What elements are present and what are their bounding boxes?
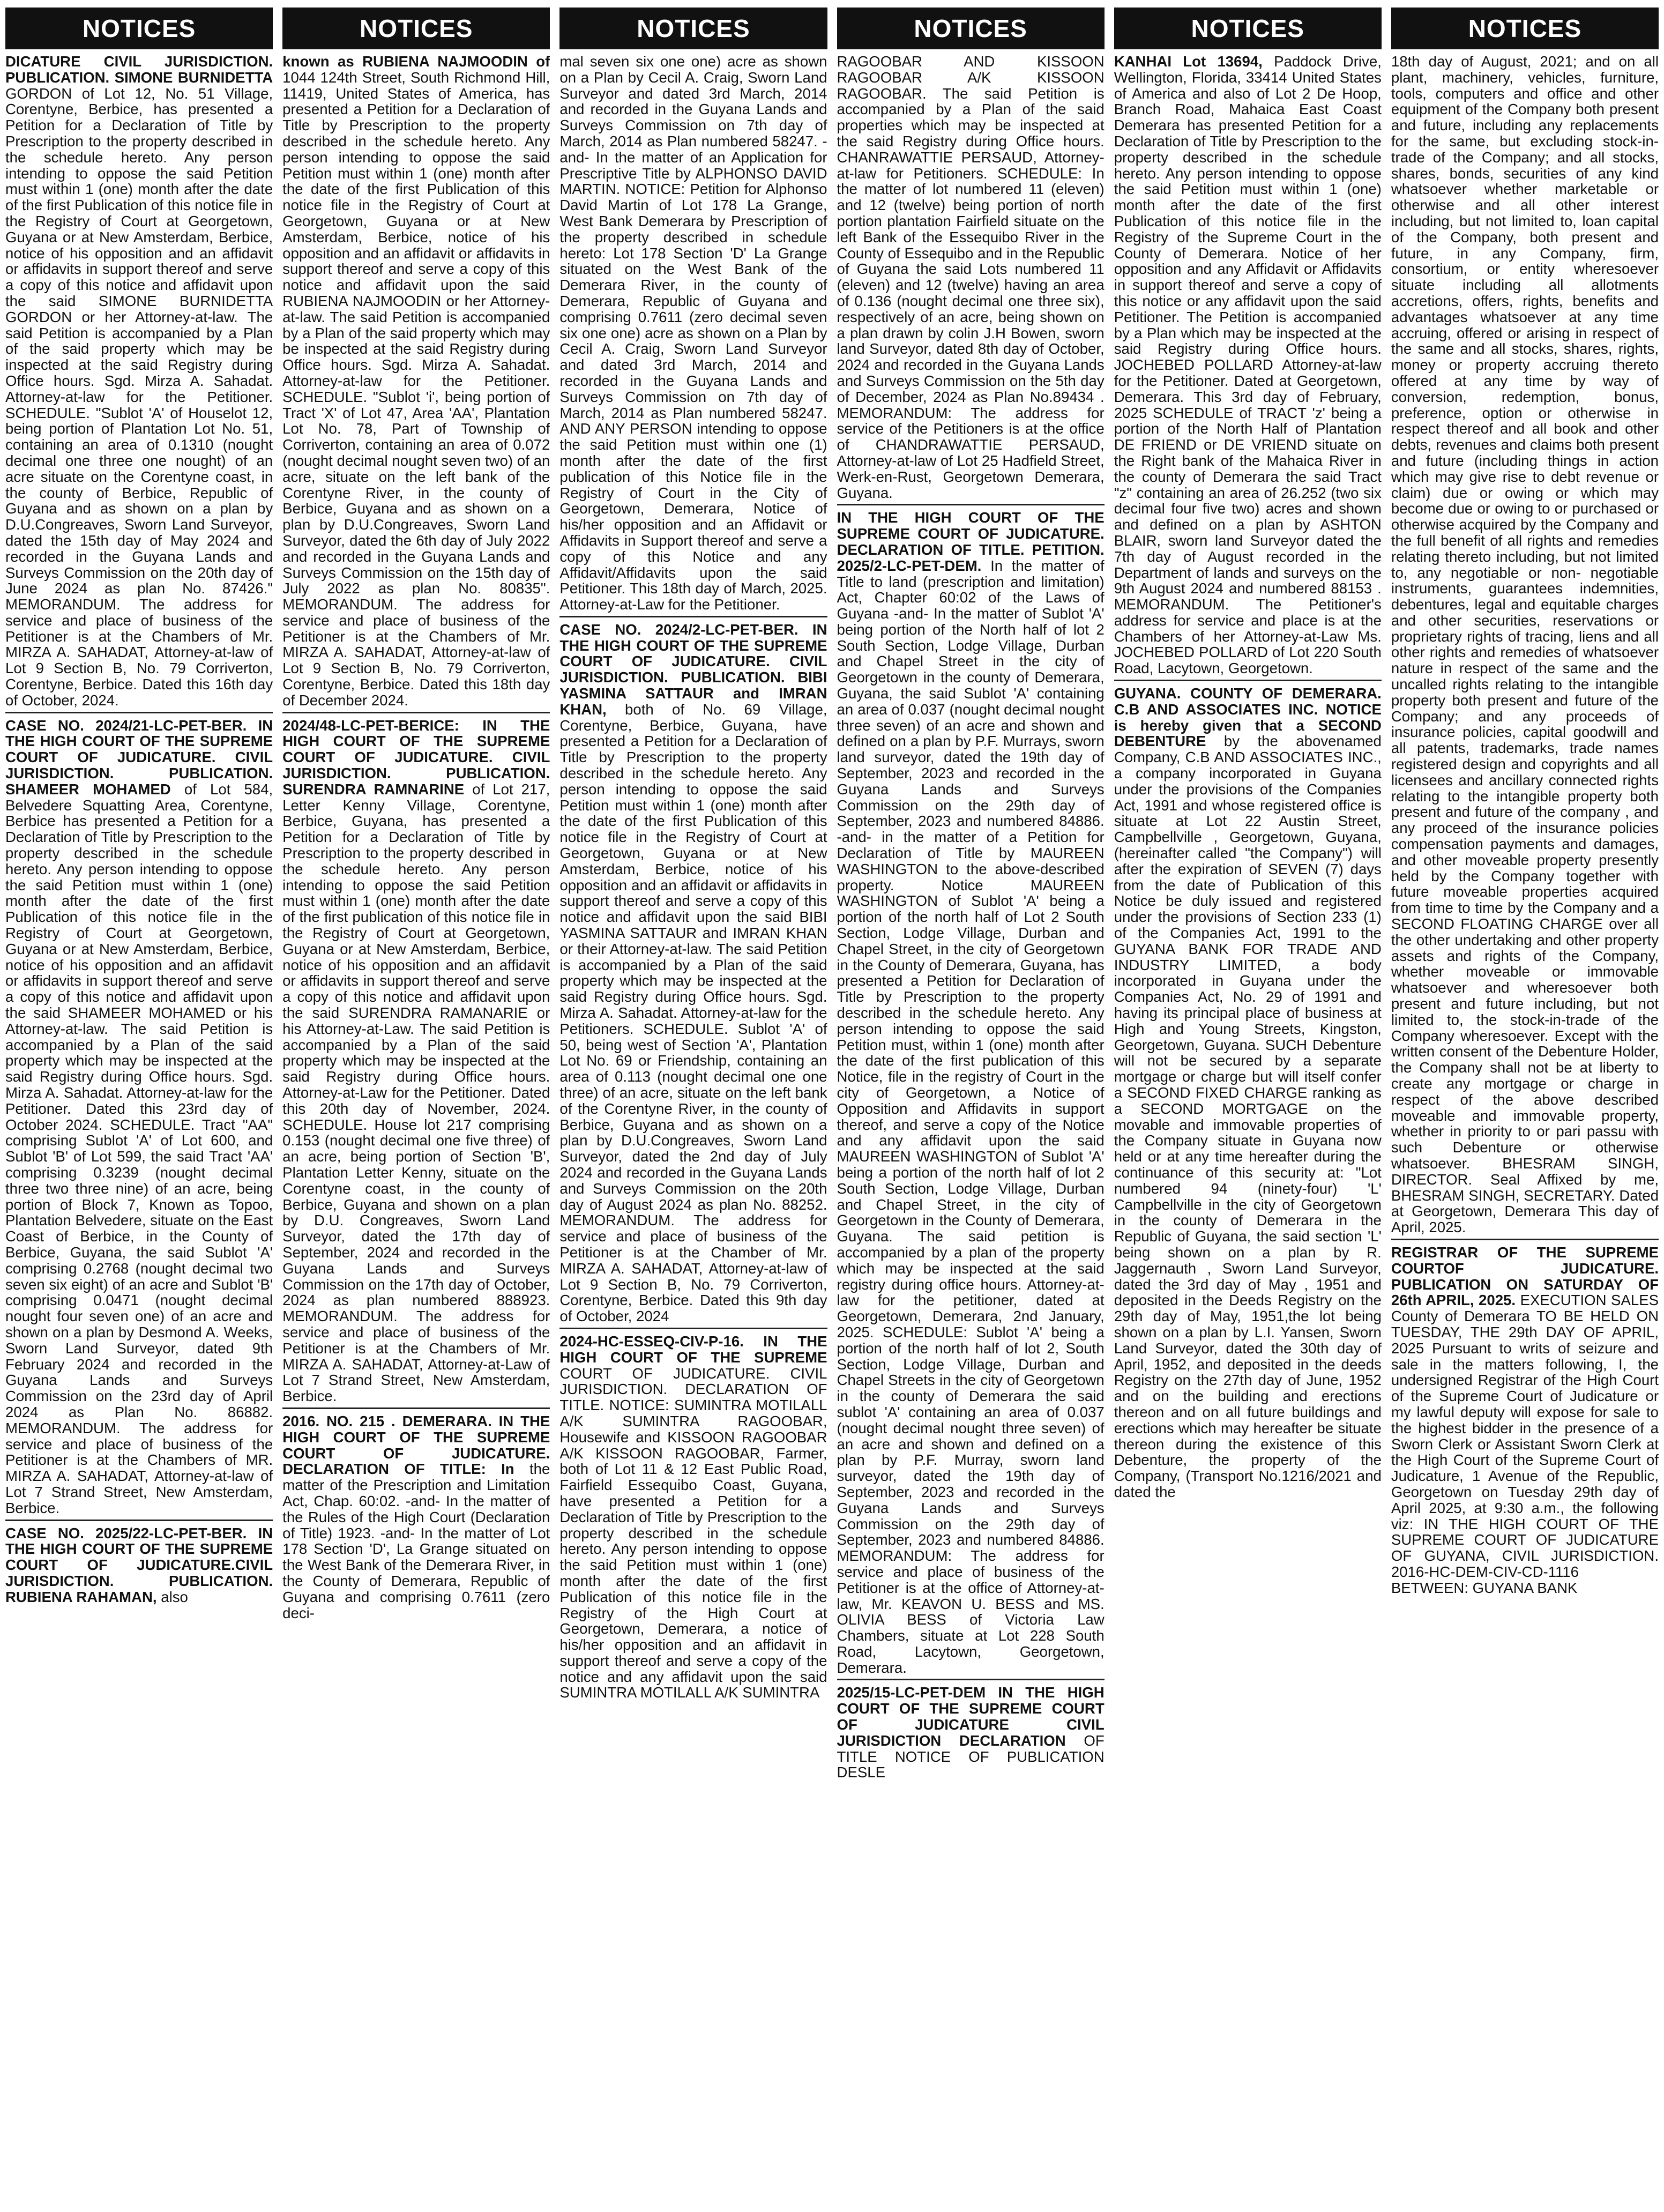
notices-column <box>1114 8 1382 2212</box>
notice-item <box>837 510 1105 1680</box>
notice-title: DICATURE CIVIL JURISDICTION. PUBLICATION. SIMONE BURNIDETTA <box>5 54 273 86</box>
notice-item <box>1391 1245 1659 1599</box>
notice-body: both of No. 69 Village, Corentyne, Berbice, Guyana, have presented a Petition for a Declaration of Title by Prescription to the property described in the schedule hereto. Any person intending to oppose the said Petition must within 1 (one) month after the date of the first Publication of this notice file in the Registry of Court at Georgetown, Guyana or at New Amsterdam, Berbice, notice of his opposition and an affidavit or affidavits in support thereof and serve a copy of this notice and affidavit upon the said BIBI YASMINA SATTAUR and IMRAN KHAN or their Attorney-at-law. The said Petition is accompanied by a Plan of the said property which may be inspected at the said Registry during Office hours. Sgd. Mirza A. Sahadat. Attorney-at-law for the Petitioners. SCHEDULE. Sublot 'A' of 50, being west of Section 'A', Plantation Lot No. 69 or Friendship, containing an area of 0.113 (nought decimal one one three) of an acre, situate on the left bank of the Corentyne River, in the county of Berbice, Guyana and as shown on a plan by D.U.Congreaves, Sworn Land Surveyor, dated the 2nd day of July 2024 and recorded in the Guyana Lands and Surveys Commission on the 20th day of August 2024 as plan No. 88252. MEMORANDUM. The address for service and place of business of the Petitioner is at the Chamber of Mr. MIRZA A. SAHADAT, Attorney-at-law of Lot 9 Section B, No. 79 Corriverton, Corentyne, Berbice. Dated this 9th day of October, 2024 <box>559 701 827 1325</box>
notice-body: EXECUTION SALES County of Demerara TO BE HELD ON TUESDAY, THE 29th DAY OF APRIL, 2025 Pursuant to writs of seizure and sale in the matters following, I, the undersigned Registrar of the High Court of the Supreme Court of Judicature or my lawful deputy will expose for sale to the highest bidder in the presence of a Sworn Clerk or Assistant Sworn Clerk at the High Court of the Supreme Court of Judicature, 1 Avenue of the Republic, Georgetown on Tuesday 29th day of April 2025, at 9:30 a.m., the following viz: IN THE HIGH COURT OF THE SUPREME COURT OF JUDICATURE OF GUYANA, CIVIL JURISDICTION. 2016-HC-DEM-CIV-CD-1116 BETWEEN: GUYANA BANK <box>1391 1292 1659 1596</box>
notice-body: mal seven six one one) acre as shown on a Plan by Cecil A. Craig, Sworn Land Surveyor and dated 3rd March, 2014 and recorded in the Guyana Lands and Surveys Commission on 7th day of March, 2014 as Plan numbered 58247. -and- In the matter of an Application for Prescriptive Title by ALPHONSO DAVID MARTIN. NOTICE: Petition for Alphonso David Martin of Lot 178 La Grange, West Bank Demerara by Prescription of the property described in schedule hereto: Lot 178 Section 'D' La Grange situated on the West Bank of the Demerara River, in the county of Demerara, Republic of Guyana and comprising 0.7611 (zero decimal seven six one one) acre as shown on a Plan by Cecil A. Craig, Sworn Land Surveyor and dated 3rd March, 2014 and recorded in the Guyana Lands and Surveys Commission on 7th day of March, 2014 as Plan numbered 58247. AND ANY PERSON intending to oppose the said Petition must within one (1) month after the date of the first publication of this Notice file in the Registry of Court in the City of Georgetown, Demerara, Notice of his/her opposition and an Affidavit or Affidavits in Support thereof and serve a copy of this Notice and any Affidavit/Affidavits upon the said Petitioner. This 18th day of March, 2025. Attorney-at-Law for the Petitioner. <box>559 54 827 613</box>
notices-column <box>1391 8 1659 2212</box>
notice-item <box>5 54 273 713</box>
notice-title: REGISTRAR OF THE SUPREME COURTOF JUDICATURE. PUBLICATION ON SATURDAY OF 26th APRIL, 2025. <box>1391 1243 1659 1309</box>
column-header: NOTICES <box>5 8 273 49</box>
notice-title: 2024/48-LC-PET-BERICE: IN THE HIGH COURT OF THE SUPREME COURT OF JUDICATURE. CIVIL JURISDICTION. PUBLICATION. SURENDRA RAMNARINE <box>282 717 550 798</box>
notice-item <box>559 1334 827 1704</box>
column-header: NOTICES <box>282 8 550 49</box>
notice-body: the matter of the Prescription and Limitation Act, Chap. 60:02. -and- In the matter of the Rules of the High Court (Declaration of Title) 1923. -and- In the matter of Lot 178 Section 'D', La Grange situated on the West Bank of the Demerara River, in the County of Demerara, Republic of Guyana and comprising 0.7611 (zero deci- <box>282 1461 550 1621</box>
notice-title: 2024-HC-ESSEQ-CIV-P-16. IN THE HIGH COURT OF THE SUPREME <box>559 1332 827 1366</box>
notice-item <box>559 54 827 617</box>
notice-item <box>1391 54 1659 1240</box>
notices-column <box>5 8 273 2212</box>
column-body <box>837 54 1105 2212</box>
notices-column <box>282 8 550 2212</box>
notice-item <box>1114 54 1382 681</box>
column-body <box>1391 54 1659 2212</box>
column-header: NOTICES <box>837 8 1105 49</box>
notice-item <box>837 54 1105 505</box>
notice-title: known as RUBIENA NAJMOODIN of <box>282 54 550 70</box>
notice-item <box>282 1413 550 1624</box>
notice-item <box>559 622 827 1329</box>
notice-body: RAGOOBAR AND KISSOON RAGOOBAR A/K KISSOON RAGOOBAR. The said Petition is accompanied by a Plan of the said properties which may be inspected at the said Registry during Office hours. CHANRAWATTIE PERSAUD, Attorney-at-law for Petitioners. SCHEDULE: In the matter of lot numbered 11 (eleven) and 12 (twelve) being portion of north portion plantation Fairfield situate on the left Bank of the Essequibo River in the County of Essequibo and in the Republic of Guyana the said Lots numbered 11 (eleven) and 12 (twelve) having an area of 0.136 (nought decimal one three six), respectively of an acre, being shown on a plan drawn by colin J.H Bowen, sworn land Surveyor, dated 8th day of October, 2024 and recorded in the Guyana Lands and Surveys Commission on the 5th day of December, 2024 as Plan No.89434 . MEMORANDUM: The address for service of the Petitioners is at the office of CHANDRAWATTIE PERSAUD, Attorney-at-law of Lot 25 Hadfield Street, Werk-en-Rust, Georgetown Demerara, Guyana. <box>837 54 1105 501</box>
notice-body: of Lot 217, Letter Kenny Village, Corentyne, Berbice, Guyana, has presented a Petition for a Declaration of Title by Prescription to the property described in the schedule hereto. Any person intending to oppose the said Petition must within 1 (one) month after the date of the first publication of this notice file in the Registry of Court at Georgetown, Guyana or at New Amsterdam, Berbice, notice of his opposition and an affidavit or affidavits in support thereof and serve a copy of this notice and affidavit upon the said SURENDRA RAMANARIE or his Attorney-at-Law. The said Petition is accompanied by a Plan of the said property which may be inspected at the said Registry during Office hours. Attorney-at-Law for the Petitioner. Dated this 20th day of November, 2024. SCHEDULE. House lot 217 comprising 0.153 (nought decimal one five three) of an acre, being portion of Section 'B', Plantation Letter Kenny, situate on the Corentyne coast, in the county of Berbice, Guyana and shown on a plan by D.U. Congreaves, Sworn Land Surveyor, dated the 17th day of September, 2024 and recorded in the Guyana Lands and Surveys Commission on the 17th day of October, 2024 as plan numbered 888923. MEMORANDUM. The address for service and place of business of the Petitioner is at the Chambers of Mr. MIRZA A. SAHADAT, Attorney-at-Law of Lot 7 Strand Street, New Amsterdam, Berbice. <box>282 780 550 1405</box>
notice-body: OF TITLE NOTICE OF PUBLICATION DESLE <box>837 1732 1105 1781</box>
column-header: NOTICES <box>1114 8 1382 49</box>
notice-item <box>1114 686 1382 1503</box>
notice-item <box>282 718 550 1409</box>
column-body <box>5 54 273 2212</box>
notice-title: CASE NO. 2024/21-LC-PET-BER. IN THE HIGH COURT OF THE SUPREME COURT OF JUDICATURE. CIVIL JURISDICTION. PUBLICATION. SHAMEER MOHAMED <box>5 717 273 798</box>
notice-title: IN THE HIGH COURT OF THE SUPREME COURT OF JUDICATURE. DECLARATION OF TITLE. PETITION. 2025/2-LC-PET-DEM. <box>837 509 1105 574</box>
notice-item <box>282 54 550 713</box>
column-header: NOTICES <box>559 8 827 49</box>
notice-body: In the matter of Title to land (prescription and limitation) Act, Chapter 60:02 of the Laws of Guyana -and- In the matter of Sublot 'A' being portion of the North half of lot 2 South Section, Lodge Village, Durban and Chapel Street in the city of Georgetown in the county of Demerara, Guyana, the said Sublot 'A' containing an area of 0.037 (nought decimal nought three seven) of an acre and shown and defined on a plan by P.F. Murrays, sworn land surveyor, dated the 19th day of September, 2023 and recorded in the Guyana Lands and Surveys Commission on the 29th day of September, 2023 and numbered 84886. -and- in the matter of a Petition for Declaration of Title by MAUREEN WASHINGTON to the above-described property. Notice MAUREEN WASHINGTON of Sublot 'A' being a portion of the north half of Lot 2 South Section, Lodge Village, Durban and Chapel Street, in the city of Georgetown in the County of Demerara, Guyana, has presented a Petition for Declaration of Title by Prescription to the property described in the schedule hereto. Any person intending to oppose the said Petition must, within 1 (one) month after the date of the first publication of this Notice, file in the registry of Court in the city of Georgetown, a Notice of Opposition and Affidavits in support thereof, and serve a copy of the Notice and any affidavit upon the said MAUREEN WASHINGTON of Sublot 'A' being a portion of the north half of lot 2 South Section, Lodge Village, Durban and Chapel Street, in the city of Georgetown in the County of Demerara, Guyana. The said petition is accompanied by a plan of the property which may be inspected at the said registry during office hours. Attorney-at-law for the petitioner, dated at Georgetown, Demerara, 2nd January, 2025. SCHEDULE: Sublot 'A' being a portion of the north half of lot 2, South Section, Lodge Village, Durban and Chapel Streets in the city of Georgetown in the county of Demerara the said sublot 'A' containing an area of 0.037 (nought decimal nought three seven) of an acre and shown and defined on a plan by P.F. Murray, sworn land surveyor, dated the 19th day of September, 2023 and recorded in the Guyana Lands and Surveys Commission on the 29th day of September, 2023 and numbered 84886. MEMORANDUM: The address for service and place of business of the Petitioner is at the office of Attorney-at-law, Mr. KEAVON U. BESS and MS. OLIVIA BESS of Victoria Law Chambers, situate at Lot 228 South Road, Lacytown, Georgetown, Demerara. <box>837 557 1105 1676</box>
notices-column <box>559 8 827 2212</box>
notice-item <box>837 1685 1105 1784</box>
column-body <box>282 54 550 2212</box>
notice-body: 1044 124th Street, South Richmond Hill, 11419, United States of America, has presented a Petition for a Declaration of Title by Prescription to the property described in the schedule hereto. Any person intending to oppose the said Petition must within 1 (one) month after the date of the first Publication of this notice file in the Registry of Court at Georgetown, Guyana or at New Amsterdam, Berbice, notice of his opposition and an affidavit or affidavits in support thereof and serve a copy of this notice and affidavit upon the said RUBIENA NAJMOODIN or her Attorney-at-law. The said Petition is accompanied by a Plan of the said property which may be inspected at the said Registry during Office hours. Sgd. Mirza A. Sahadat. Attorney-at-law for the Petitioner. SCHEDULE. "Sublot 'i', being portion of Tract 'X' of Lot 47, Area 'AA', Plantation Lot No. 78, Part of Township of Corriverton, containing an area of 0.072 (nought decimal nought seven two) of an acre, situate on the left bank of the Corentyne River, in the county of Berbice, Guyana and as shown on a plan by D.U.Congreaves, Sworn Land Surveyor, dated the 6th day of July 2022 and recorded in the Guyana Lands and Surveys Commission on the 15th day of July 2022 as plan No. 80835". MEMORANDUM. The address for service and place of business of the Petitioner is at the Chambers of Mr. MIRZA A. SAHADAT, Attorney-at-law of Lot 9 Section B, No. 79 Corriverton, Corentyne, Berbice. Dated this 18th day of December 2024. <box>282 69 550 709</box>
notice-body: Paddock Drive, Wellington, Florida, 33414 United States of America and also of Lot 2 De Hoop, Branch Road, Mahaica East Coast Demerara has presented Petition for a Declaration of Title by Prescription to the property described in the schedule hereto. Any person intending to oppose the said Petition must within 1 (one) month after the date of the first Publication of this notice file in the Registry of the Supreme Court in the County of Demerara. Notice of her opposition and any Affidavit or Affidavits in support thereof and serve a copy of this notice or any affidavit upon the said Petitioner. The Petition is accompanied by a Plan which may be inspected at the said Registry during Office hours. JOCHEBED POLLARD Attorney-at-law for the Petitioner. Dated at Georgetown, Demerara. This 3rd day of February, 2025 SCHEDULE of TRACT 'z' being a portion of the North Half of Plantation DE FRIEND or DE VRIEND situate on the Right bank of the Mahaica River in the county of Demerara the said Tract "z" containing an area of 26.252 (two six decimal four five two) acres and shown and defined on a plan by ASHTON BLAIR, sworn land Surveyor dated the 7th day of August recorded in the Department of lands and surveys on the 9th August 2024 and numbered 88153 . MEMORANDUM. The Petitioner's address for service and place is at the Chambers of her Attorney-at-Law Ms. JOCHEBED POLLARD of Lot 220 South Road, Lacytown, Georgetown. <box>1114 54 1382 677</box>
notices-column <box>837 8 1105 2212</box>
notice-title: GUYANA. COUNTY OF DEMERARA. C.B AND ASSOCIATES INC. NOTICE is hereby given that a SECOND DEBENTURE <box>1114 685 1382 750</box>
notice-title: KANHAI Lot 13694, <box>1114 54 1263 70</box>
notice-body: of Lot 584, Belvedere Squatting Area, Corentyne, Berbice has presented a Petition for a Declaration of Title by Prescription to the property described in the schedule hereto. Any person intending to oppose the said Petition must within 1 (one) month after the date of the first Publication of this notice file in the Registry of Court at Georgetown, Guyana or at New Amsterdam, Berbice, notice of his opposition and an affidavit or affidavits in support thereof and serve a copy of this notice and affidavit upon the said SHAMEER MOHAMED or his Attorney-at-law. The said Petition is accompanied by a Plan of the said property which may be inspected at the said Registry during Office hours. Sgd. Mirza A. Sahadat. Attorney-at-law for the Petitioner. Dated this 23rd day of October 2024. SCHEDULE. Tract "AA" comprising Sublot 'A' of Lot 600, and Sublot 'B' of Lot 599, the said Tract 'AA' comprising 0.3239 (nought decimal three two three nine) of an acre, being portion of Block 7, Known as Topoo, Plantation Belvedere, situate on the East Coast of Berbice, in the County of Berbice, Guyana, the said Sublot 'A' comprising 0.2768 (nought decimal two seven six eight) of an acre and Sublot 'B' comprising 0.0471 (nought decimal nought four seven one) of an acre and shown on a plan by Desmond A. Weeks, Sworn Land Surveyor, dated 9th February 2024 and recorded in the Guyana Lands and Surveys Commission on the 23rd day of April 2024 as Plan No. 86882. MEMORANDUM. The address for service and place of business of the Petitioner is at the Chambers of MR. MIRZA A. SAHADAT, Attorney-at-law of Lot 7 Strand Street, New Amsterdam, Berbice. <box>5 780 273 1516</box>
notice-body: GORDON of Lot 12, No. 51 Village, Corentyne, Berbice, has presented a Petition for a Declaration of Title by Prescription to the property described in the schedule hereto. Any person intending to oppose the said Petition must within 1 (one) month after the date of the first Publication of this notice file in the Registry of Court at Georgetown, Guyana or at New Amsterdam, Berbice, notice of his opposition and an affidavit or affidavits in support thereof and serve a copy of this notice and affidavit upon the said SIMONE BURNIDETTA GORDON or her Attorney-at-law. The said Petition is accompanied by a Plan of the said property which may be inspected at the said Registry during Office hours. Sgd. Mirza A. Sahadat. Attorney-at-law for the Petitioner. SCHEDULE. "Sublot 'A' of Houselot 12, being portion of Plantation Lot No. 51, containing an area of 0.1310 (nought decimal one three one nought) of an acre situate on the Corentyne coast, in the county of Berbice, Republic of Guyana and as shown on a plan by D.U.Congreaves, Sworn Land Surveyor, dated the 15th day of May 2024 and recorded in the Guyana Lands and Surveys Commission on the 20th day of June 2024 as plan No. 87426." MEMORANDUM. The address for service and place of business of the Petitioner is at the Chambers of Mr. MIRZA A. SAHADAT, Attorney-at-law of Lot 9 Section B, No. 79 Corriverton, Corentyne, Berbice. Dated this 16th day of October, 2024. <box>5 85 273 709</box>
notice-title: CASE NO. 2024/2-LC-PET-BER. IN THE HIGH COURT OF THE SUPREME COURT OF JUDICATURE. CIVIL JURISDICTION. PUBLICATION. BIBI YASMINA SATTAUR and IMRAN KHAN, <box>559 621 827 718</box>
column-body <box>1114 54 1382 2212</box>
notice-title: 2016. NO. 215 . DEMERARA. IN THE HIGH COURT OF THE SUPREME COURT OF JUDICATURE. DECLARATION OF TITLE: In <box>282 1412 550 1478</box>
notice-item <box>5 1525 273 1608</box>
column-header: NOTICES <box>1391 8 1659 49</box>
notice-body: COURT OF JUDICATURE. CIVIL JURISDICTION. DECLARATION OF TITLE. NOTICE: SUMINTRA MOTILALL A/K SUMINTRA RAGOOBAR, Housewife and KISSOON RAGOOBAR A/K KISSOON RAGOOBAR, Farmer, both of Lot 11 & 12 East Public Road, Fairfield Essequibo Coast, Guyana, have presented a Petition for a Declaration of Title by Prescription to the property described in the schedule hereto. Any person intending to oppose the said Petition must within 1 (one) month after the date of the first Publication of this notice file in the Registry of the High Court at Georgetown, Demerara, a notice of his/her opposition and an affidavit in support thereof and serve a copy of the notice and any affidavit upon the said SUMINTRA MOTILALL A/K SUMINTRA <box>559 1365 827 1701</box>
notice-title: CASE NO. 2025/22-LC-PET-BER. IN THE HIGH COURT OF THE SUPREME COURT OF JUDICATURE.CIVIL JURISDICTION. PUBLICATION. RUBIENA RAHAMAN, <box>5 1524 273 1605</box>
column-body <box>559 54 827 2212</box>
notice-body: 18th day of August, 2021; and on all plant, machinery, vehicles, furniture, tools, computers and office and other equipment of the Company both present and future, including any replacements for the same, but excluding stock-in-trade of the Company; and all stocks, shares, bonds, securities of any kind whatsoever whether marketable or otherwise and all other interest including, but not limited to, loan capital of the Company, both present and future, in any Company, firm, consortium, or entity wheresoever situate including all allotments accretions, offers, rights, benefits and advantages whatsoever at any time accruing, offered or arising in respect of the same and all stocks, shares, rights, money or property accruing thereto offered at any time by way of conversion, redemption, bonus, preference, option or otherwise in respect thereof and all book and other debts, revenues and claims both present and future (including things in action which may give rise to debt revenue or claim) due or owing or which may become due or owing to or purchased or otherwise acquired by the Company and the full benefit of all rights and remedies relating thereto including, but not limited to, any negotiable or non- negotiable instruments, guarantees indemnities, debentures, legal and equitable charges and other securities, reservations or proprietary rights of tracing, liens and all other rights and remedies of whatsoever nature in respect of the same and the uncalled rights relating to the intangible property both present and future of the Company; and any proceeds of insurance policies, capital goodwill and all patents, trademarks, trade names registered design and copyrights and all licensees and ancillary connected rights relating to the intangible property both present and future of the company , and any proceed of the insurance policies compensation payments and damages, and other moveable property presently held by the Company together with future moveable properties acquired from time to time by the Company and a SECOND FLOATING CHARGE over all the other undertaking and other property assets and rights of the Company, whether moveable or immovable whatsoever and wheresoever both present and future including, but not limited to, the stock-in-trade of the Company wheresoever. Except with the written consent of the Debenture Holder, the Company shall not be at liberty to create any mortgage or charge in respect of the above described moveable and immovable property, whether in priority to or pari passu with such Debenture or otherwise whatsoever. BHESRAM SINGH, DIRECTOR. Seal Affixed by me, BHESRAM SINGH, SECRETARY. Dated at Georgetown, Demerara This day of April, 2025. <box>1391 54 1659 1236</box>
notice-body: also <box>161 1588 188 1605</box>
notice-body: by the abovenamed Company, C.B AND ASSOCIATES INC., a company incorporated in Guyana under the provisions of the Companies Act, 1991 and whose registered office is situate at Lot 22 Austin Street, Campbellville , Georgetown, Guyana, (hereinafter called "the Company") will after the expiration of SEVEN (7) days from the date of Publication of this Notice be duly issued and registered under the provisions of Section 233 (1) of the Companies Act, 1991 to the GUYANA BANK FOR TRADE AND INDUSTRY LIMITED, a body incorporated in Guyana under the Companies Act, No. 29 of 1991 and having its principal place of business at High and Young Streets, Kingston, Georgetown, Guyana. SUCH Debenture will not be secured by a separate mortgage or charge but will itself confer a SECOND FIXED CHARGE ranking as a SECOND MORTGAGE on the movable and immovable properties of the Company situate in Guyana now held or at any time hereafter during the continuance of this security at: "Lot numbered 94 (ninety-four) 'L' Campbellville in the city of Georgetown in the county of Demerara in the Republic of Guyana, the said section 'L' being shown on a plan by R. Jaggernauth , Sworn Land Surveyor, dated the 3rd day of May , 1951 and deposited in the Deeds Registry on the 29th day of May, 1951,the lot being shown on a plan by L.I. Yansen, Sworn Land Surveyor, dated the 30th day of April, 1952, and deposited in the deeds Registry on the 27th day of June, 1952 and on the building and erections thereon and on all future buildings and erections which may hereafter be situate thereon during the existence of this Debenture, the property of the Company, (Transport No.1216/2021 and dated the <box>1114 733 1382 1500</box>
notice-title: 2025/15-LC-PET-DEM IN THE HIGH COURT OF THE SUPREME COURT OF JUDICATURE CIVIL JURISDICTION DECLARATION <box>837 1684 1105 1749</box>
notice-item <box>5 718 273 1521</box>
